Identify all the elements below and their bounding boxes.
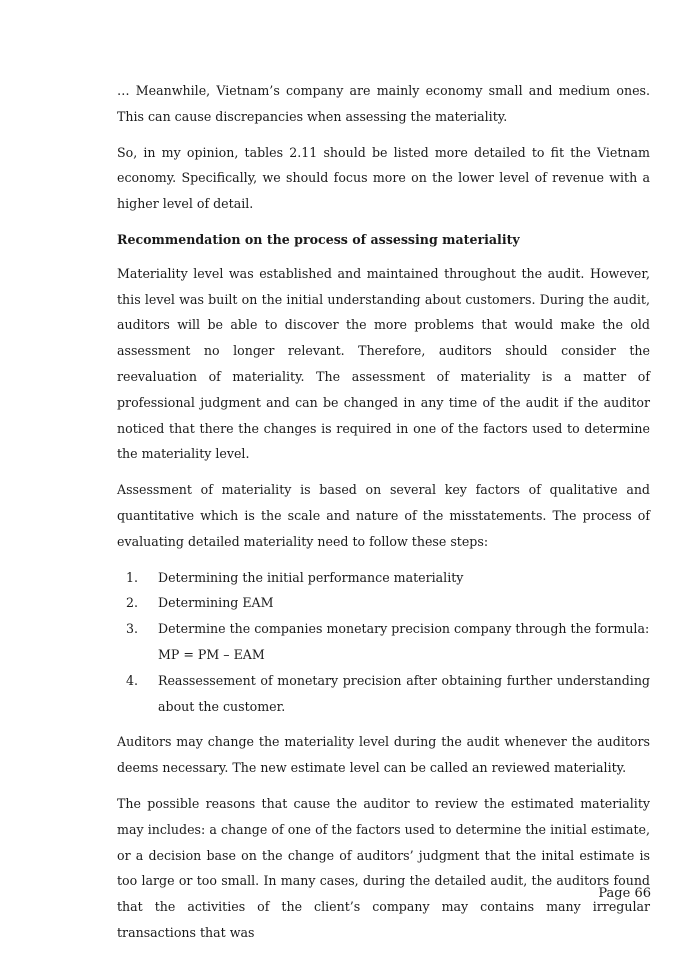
list-item-number: 3.: [126, 621, 139, 637]
list-item: [117, 616, 650, 668]
formula: MP = PM – EAM: [158, 646, 265, 662]
list-item: [117, 565, 650, 591]
paragraph-assessment: Assessment of materiality is based on several key factors of qualitative and quantitative which is the scale and nature of the misstatements. The process of evaluating detailed materiality need to follow these steps:: [117, 482, 650, 549]
list-item-number: 1.: [126, 569, 139, 585]
paragraph-possible-reasons: The possible reasons that cause the auditor to review the estimated materiality may includes: a change of one of the factors used to determine the initial estimate, or a decision base on the change of auditors’ judgment that the inital estimate is too large or too small. In many cases, during the detailed audit, the auditors found that the activities of the client’s company may contains many irregular transactions that was: [117, 795, 650, 940]
section-heading: Recommendation on the process of assessing materiality: [117, 231, 520, 247]
list-item: [117, 668, 650, 720]
paragraph-materiality-level: Materiality level was established and maintained throughout the audit. However, this level was built on the initial understanding about customers. During the audit, auditors will be able to discover the more problems that would make the old assessment no longer relevant. Therefore, auditors should consider the reevaluation of materiality. The assessment of materiality is a matter of professional judgment and can be changed in any time of the audit if the auditor noticed that there the changes is required in one of the factors used to determine the materiality level.: [117, 265, 650, 462]
list-item-number: 2.: [126, 595, 139, 611]
paragraph-opinion: So, in my opinion, tables 2.11 should be listed more detailed to fit the Vietnam economy. Specifically, we should focus more on the lower level of revenue with a higher level of detail.: [117, 144, 650, 212]
paragraph-auditors-change: Auditors may change the materiality level during the audit whenever the auditors deems necessary. The new estimate level can be called an reviewed materiality.: [117, 734, 650, 776]
list-item-text: Reassessement of monetary precision after obtaining further understanding about the customer.: [158, 672, 650, 714]
list-item-text: Determining the initial performance materiality: [158, 569, 464, 585]
list-item: [117, 590, 650, 616]
document-body: [117, 78, 650, 956]
steps-list: [117, 565, 650, 720]
page-number: Page 66: [598, 886, 651, 901]
list-item-text: Determine the companies monetary precision company through the formula:: [158, 621, 650, 637]
list-item-text: Determining EAM: [158, 595, 274, 611]
paragraph-intro: … Meanwhile, Vietnam’s company are mainly economy small and medium ones. This can cause discrepancies when assessing the materiality.: [117, 83, 650, 124]
list-item-number: 4.: [126, 672, 139, 688]
